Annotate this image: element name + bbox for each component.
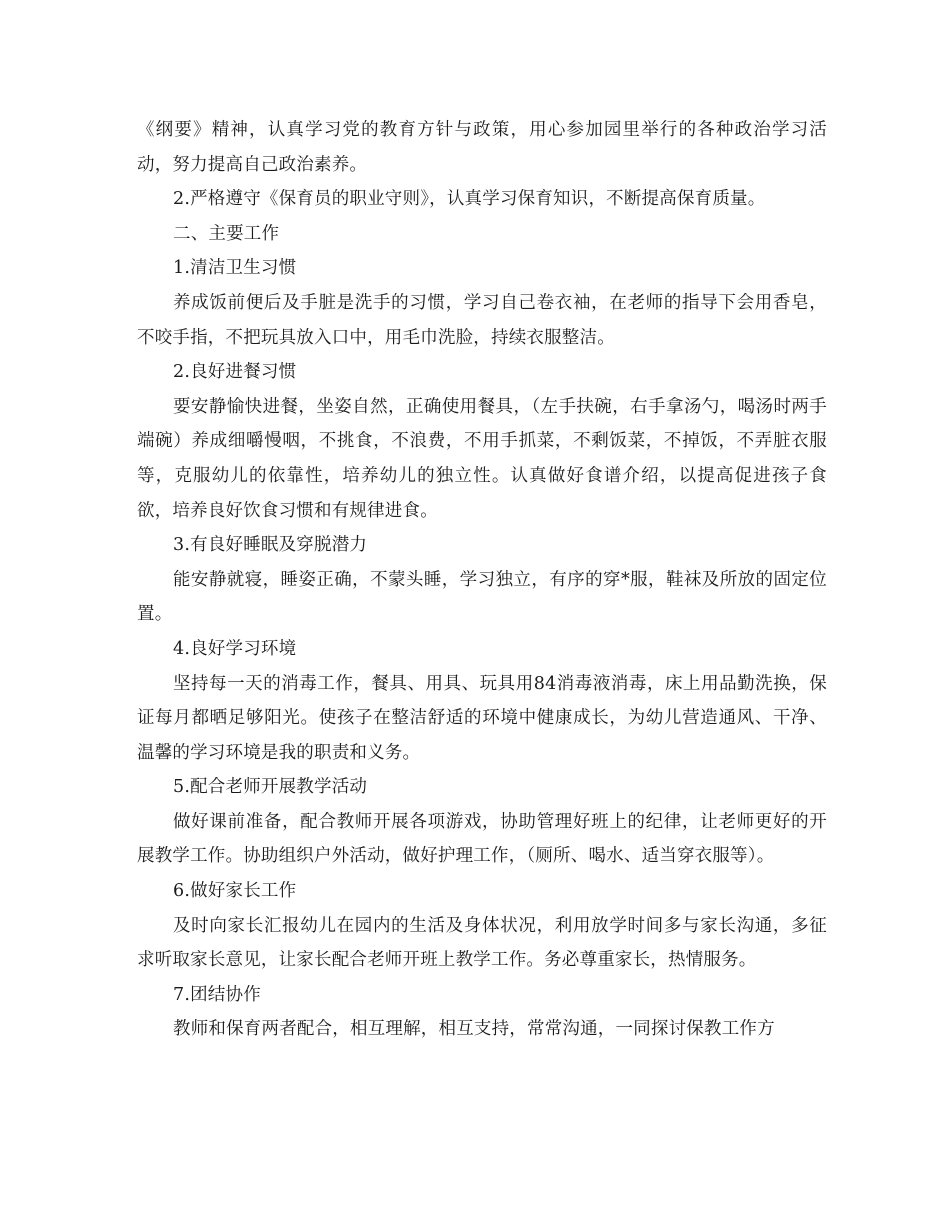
paragraph-item-2: 2.严格遵守《保育员的职业守则》，认真学习保育知识，不断提高保育质量。 [173,189,766,210]
section-heading-main-work: 二、主要工作 [173,223,280,244]
subheading-learning-environment: 4.良好学习环境 [173,638,297,659]
paragraph-learning-environment: 坚持每一天的消毒工作，餐具、用具、玩具用84消毒液消毒，床上用品勤洗换，保证每月都晒足够阳光。使孩子在整洁舒适的环境中健康成长，为幼儿营造通风、干净、温馨的学习环境是我的职责和义务。 [137,673,827,763]
subheading-cleaning-habits: 1.清洁卫生习惯 [173,258,297,279]
subheading-sleep-dressing: 3.有良好睡眠及穿脱潜力 [173,535,368,556]
paragraph-sleep-dressing: 能安静就寝，睡姿正确，不蒙头睡，学习独立，有序的穿*服，鞋袜及所放的固定位置。 [137,569,827,625]
subheading-assist-teaching: 5.配合老师开展教学活动 [173,777,368,798]
paragraph-teamwork: 教师和保育两者配合，相互理解，相互支持，常常沟通，一同探讨保教工作方 [173,1019,775,1040]
paragraph-cleaning-habits: 养成饭前便后及手脏是洗手的习惯，学习自己卷衣袖，在老师的指导下会用香皂，不咬手指，不把玩具放入口中，用毛巾洗脸，持续衣服整洁。 [137,292,827,348]
document-body [137,113,827,1047]
paragraph-parent-work: 及时向家长汇报幼儿在园内的生活及身体状况，利用放学时间多与家长沟通，多征求听取家长意见，让家长配合老师开班上教学工作。务必尊重家长，热情服务。 [137,915,827,971]
paragraph-assist-teaching: 做好课前准备，配合教师开展各项游戏，协助管理好班上的纪律，让老师更好的开展教学工作。协助组织户外活动，做好护理工作，（厕所、喝水、适当穿衣服等）。 [137,811,827,867]
subheading-eating-habits: 2.良好进餐习惯 [173,362,297,383]
subheading-teamwork: 7.团结协作 [173,984,261,1005]
subheading-parent-work: 6.做好家长工作 [173,881,297,902]
paragraph-continuation: 《纲要》精神，认真学习党的教育方针与政策，用心参加园里举行的各种政治学习活动，努力提高自己政治素养。 [137,120,827,175]
paragraph-eating-habits: 要安静愉快进餐，坐姿自然，正确使用餐具，（左手扶碗，右手拿汤勺，喝汤时两手端碗）养成细嚼慢咽，不挑食，不浪费，不用手抓菜，不剩饭菜，不掉饭，不弄脏衣服等，克服幼儿的依靠性，培养幼儿的独立性。认真做好食谱介绍，以提高促进孩子食欲，培养良好饮食习惯和有规律进食。 [137,396,827,521]
